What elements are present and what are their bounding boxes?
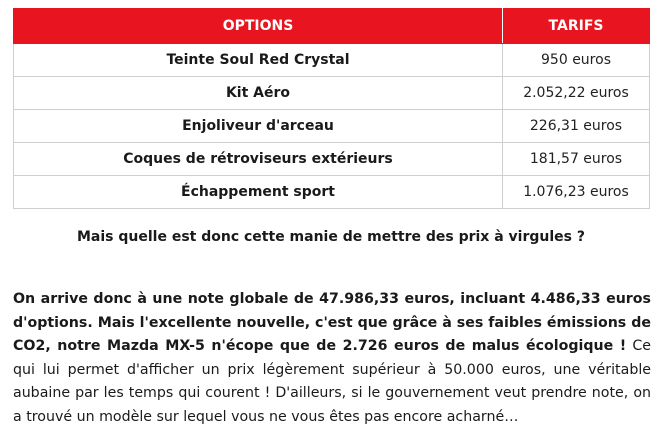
table-header-row	[14, 9, 650, 44]
paragraph-normal-text: Ce qui lui permet d'afficher un prix légèrement supérieur à 50.000 euros, une véritable aubaine par les temps qui courent ! D'ailleurs, si le gouvernement veut prendre note, on a trouvé un modèle sur lequel vous ne vous êtes pas encore acharné…	[13, 338, 651, 425]
table-row	[14, 44, 650, 77]
option-name: Teinte Soul Red Crystal	[14, 44, 503, 77]
option-price: 181,57 euros	[503, 143, 650, 176]
header-options: OPTIONS	[14, 9, 503, 44]
option-price: 950 euros	[503, 44, 650, 77]
table-row	[14, 77, 650, 110]
option-name: Kit Aéro	[14, 77, 503, 110]
body-paragraph	[13, 288, 651, 429]
header-tarifs: TARIFS	[503, 9, 650, 44]
option-name: Coques de rétroviseurs extérieurs	[14, 143, 503, 176]
question-line: Mais quelle est donc cette manie de mettre des prix à virgules ?	[77, 229, 585, 245]
option-price: 1.076,23 euros	[503, 176, 650, 209]
table-row	[14, 143, 650, 176]
paragraph-bold-text: On arrive donc à une note globale de 47.986,33 euros, incluant 4.486,33 euros d'options. Mais l'excellente nouvelle, c'est que grâce à ses faibles émissions de CO2, notre Mazda MX-5 n'écope que de 2.726 euros de malus écologique !	[13, 291, 651, 354]
options-price-table	[13, 8, 650, 209]
option-price: 2.052,22 euros	[503, 77, 650, 110]
option-name: Échappement sport	[14, 176, 503, 209]
table-row	[14, 110, 650, 143]
table-row	[14, 176, 650, 209]
option-price: 226,31 euros	[503, 110, 650, 143]
option-name: Enjoliveur d'arceau	[14, 110, 503, 143]
